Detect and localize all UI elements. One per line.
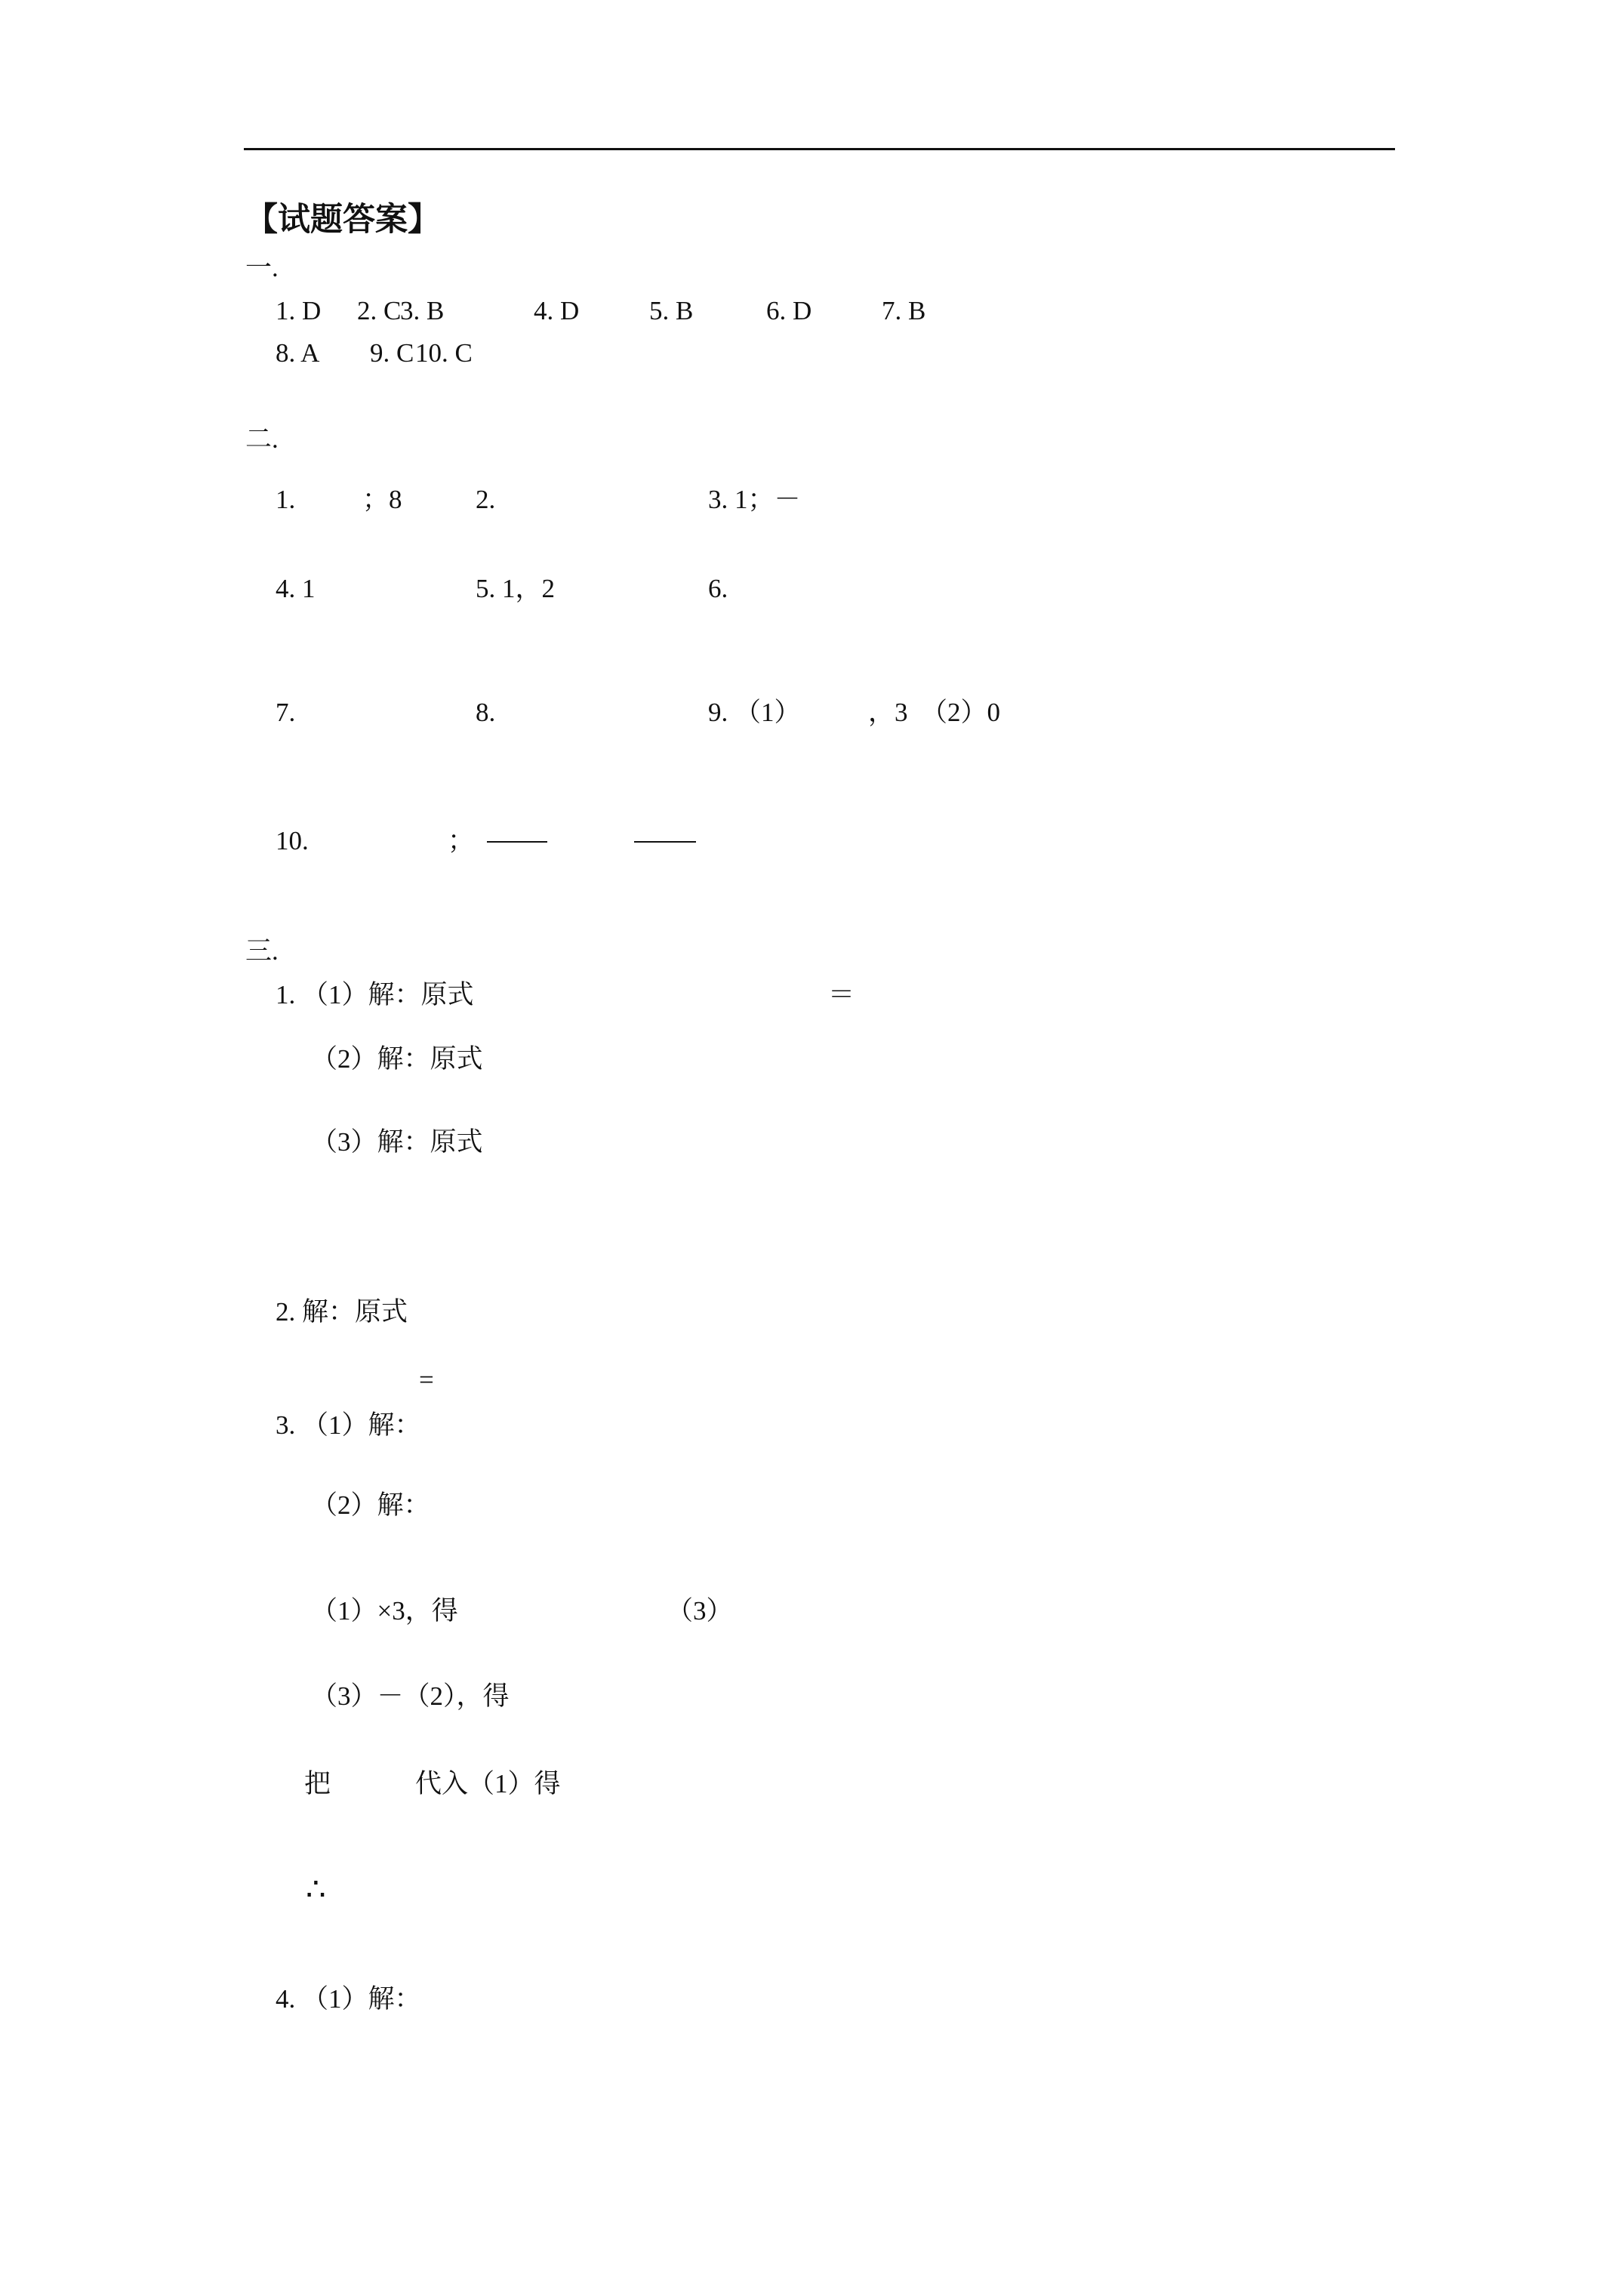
solution-line: （3）解：原式 [311, 1127, 483, 1157]
solution-line: （2）解： [311, 1490, 430, 1520]
fill-answer: 10. [276, 826, 309, 855]
answer-item: 5. B [649, 296, 694, 325]
header-rule [244, 148, 1395, 150]
solution-line: （3）－（2），得 [311, 1681, 510, 1711]
section-one-heading: 一. [245, 253, 279, 282]
fill-answer: 5. 1，2 [476, 574, 556, 603]
solution-line: 1. （1）解：原式 [276, 980, 474, 1009]
answer-item: 9. C [370, 338, 414, 368]
solution-line: 代入（1）得 [415, 1769, 561, 1798]
page-title: 【试题答案】 [245, 202, 440, 238]
fill-answer: 6. [708, 574, 728, 603]
answer-item: 3. B [400, 296, 445, 325]
fill-answer: 7. [276, 698, 296, 727]
answer-item: 8. A [276, 338, 320, 368]
answer-item: 1. D [276, 296, 322, 325]
solution-line: （3） [667, 1596, 733, 1626]
solution-line: = [419, 1365, 434, 1395]
solution-line: 3. （1）解： [276, 1410, 421, 1440]
fill-answer: 8. [476, 698, 496, 727]
solution-line: 把 [304, 1769, 331, 1798]
therefore-symbol: ∴ [306, 1872, 326, 1907]
answer-item: 6. D [766, 296, 812, 325]
fill-answer: 1. [276, 485, 296, 514]
solution-line: （2）解：原式 [311, 1044, 483, 1074]
answer-item: 4. D [534, 296, 580, 325]
answer-item: 7. B [882, 296, 926, 325]
solution-line: （1）×3，得 [311, 1596, 458, 1626]
solution-line: 2. 解：原式 [276, 1297, 408, 1327]
fill-answer: 4. 1 [276, 574, 316, 603]
fill-answer: 9. （1） [708, 698, 801, 727]
solution-line: 4. （1）解： [276, 1984, 421, 2014]
fill-answer: 2. [476, 485, 496, 514]
fraction-bar [634, 841, 696, 843]
fill-answer: ； [448, 826, 475, 855]
section-two-heading: 二. [245, 424, 279, 454]
fill-answer: 3. 1；－ [708, 485, 801, 514]
fill-answer: ；8 [362, 485, 402, 514]
fraction-bar [487, 841, 547, 843]
answer-item: 10. C [415, 338, 473, 368]
section-three-heading: 三. [245, 936, 279, 966]
solution-line: ＝ [828, 980, 855, 1009]
fill-answer: ，3 （2）0 [868, 698, 1001, 727]
answer-item: 2. C [357, 296, 402, 325]
